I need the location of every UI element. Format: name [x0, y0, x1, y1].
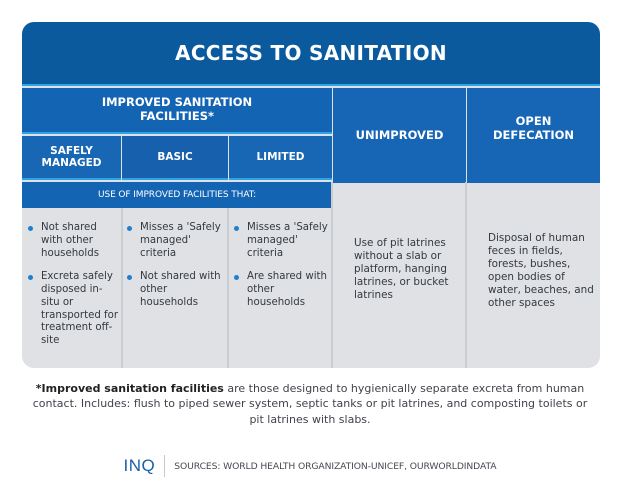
footer	[0, 455, 620, 477]
open-defecation-description: Disposal of human feces in fields, forests, bushes, open bodies of water, beaches, and other spaces	[488, 232, 594, 309]
safely-managed-column	[28, 222, 120, 359]
column-divider	[121, 208, 123, 368]
basic-column	[127, 222, 227, 321]
footnote	[30, 381, 590, 427]
use-of-improved-label: USE OF IMPROVED FACILITIES THAT:	[22, 182, 332, 208]
basic-header	[122, 136, 228, 180]
limited-header	[229, 136, 332, 180]
safely-managed-header	[22, 136, 121, 180]
footnote-text: are those designed to hygienically separate excreta from human contact. Includes: flush to piped sewer system, septic tanks or pit latrines, and composting toilets or pit latrines with slabs.	[32, 382, 588, 426]
sources-text: SOURCES: WORLD HEALTH ORGANIZATION-UNICEF, OURWORLDINDATA	[174, 460, 497, 472]
open-header-line1: OPEN	[515, 113, 552, 128]
basic-label: BASIC	[157, 150, 193, 163]
column-divider	[465, 182, 467, 368]
column-divider	[227, 208, 229, 368]
unimproved-description: Use of pit latrines without a slab or platform, hanging latrines, or bucket latrines	[354, 237, 449, 301]
bullet-icon	[28, 226, 33, 231]
improved-header-line2: FACILITIES*	[139, 109, 215, 123]
bullet-text: Misses a 'Safely managed' criteria	[247, 222, 328, 259]
bullet-text: Are shared with other households	[247, 271, 327, 308]
bullet-icon	[28, 275, 33, 280]
bullet-text: Not shared with other households	[41, 222, 100, 259]
bullet-text: Excreta safely disposed in-situ or transported for treatment off-site	[41, 271, 119, 346]
footnote-bold: *Improved sanitation facilities	[35, 382, 224, 395]
bullet-icon	[234, 226, 239, 231]
safely-managed-line1: SAFELY	[50, 144, 93, 157]
list-item	[127, 222, 227, 260]
limited-column	[234, 222, 332, 321]
sanitation-table	[22, 22, 600, 368]
bullet-icon	[127, 275, 132, 280]
list-item	[28, 271, 120, 348]
list-item	[127, 271, 227, 309]
bullet-icon	[234, 275, 239, 280]
bullet-icon	[127, 226, 132, 231]
improved-header-line1: IMPROVED SANITATION	[101, 95, 253, 110]
page-title: ACCESS TO SANITATION	[22, 22, 600, 86]
unimproved-header: UNIMPROVED	[333, 88, 466, 183]
inq-logo: INQ	[123, 456, 156, 475]
bullet-text: Misses a 'Safely managed' criteria	[140, 222, 221, 259]
improved-facilities-header	[22, 88, 332, 134]
bullet-text: Not shared with other households	[140, 271, 221, 308]
footer-divider	[164, 455, 165, 477]
list-item	[234, 222, 332, 260]
open-defecation-header	[467, 88, 600, 183]
open-header-line2: DEFECATION	[492, 127, 575, 142]
list-item	[234, 271, 332, 309]
list-item	[28, 222, 120, 260]
safely-managed-line2: MANAGED	[41, 157, 102, 169]
limited-label: LIMITED	[256, 150, 305, 163]
